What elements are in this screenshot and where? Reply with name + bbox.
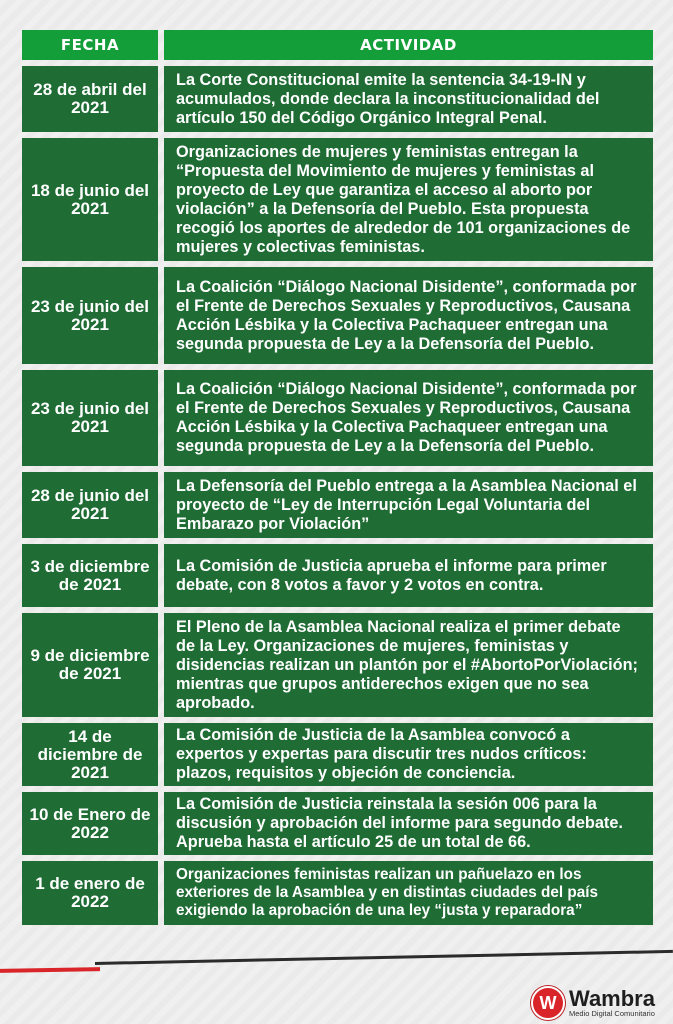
table-row — [22, 66, 653, 132]
row-date: 18 de junio del 2021 — [22, 138, 158, 261]
row-date: 28 de abril del 2021 — [22, 66, 158, 132]
logo-text — [569, 985, 655, 1018]
logo-name: Wambra — [569, 985, 655, 1011]
table-row — [22, 861, 653, 925]
wambra-logo — [531, 984, 666, 1022]
row-activity: La Coalición “Diálogo Nacional Disidente”, conformada por el Frente de Derechos Sexuales y Reproductivos, Causana Acción Lésbika y la Colectiva Pachaqueer entregan una segunda propuesta de Ley a la Defensoría del Pueblo. — [164, 267, 653, 364]
wambra-logo-icon: W — [531, 986, 565, 1020]
table-row — [22, 267, 653, 364]
table-row — [22, 370, 653, 466]
row-activity: La Comisión de Justicia de la Asamblea convocó a expertos y expertas para discutir tres nudos críticos: plazos, requisitos y objeción de conciencia. — [164, 723, 653, 786]
row-date: 1 de enero de 2022 — [22, 861, 158, 925]
row-date: 9 de diciembre de 2021 — [22, 613, 158, 717]
header-actividad: ACTIVIDAD — [164, 30, 653, 60]
table-row — [22, 723, 653, 786]
header-fecha: FECHA — [22, 30, 158, 60]
table-row — [22, 544, 653, 607]
row-date: 14 de diciembre de 2021 — [22, 723, 158, 786]
row-activity: La Coalición “Diálogo Nacional Disidente”, conformada por el Frente de Derechos Sexuales y Reproductivos, Causana Acción Lésbika y la Colectiva Pachaqueer entregan una segunda propuesta de Ley a la Defensoría del Pueblo. — [164, 370, 653, 466]
row-date: 23 de junio del 2021 — [22, 267, 158, 364]
row-activity: El Pleno de la Asamblea Nacional realiza el primer debate de la Ley. Organizaciones de mujeres, feministas y disidencias realizan un plantón por el #AbortoPorViolación; mientras que grupos antiderechos exigen que no sea aprobado. — [164, 613, 653, 717]
table-row — [22, 472, 653, 538]
logo-tagline: Medio Digital Comunitario — [569, 1008, 655, 1018]
table-row — [22, 613, 653, 717]
row-activity: Organizaciones feministas realizan un pañuelazo en los exteriores de la Asamblea y en distintas ciudades del país exigiendo la aprobación de una ley “justa y reparadora” — [164, 861, 653, 925]
row-date: 28 de junio del 2021 — [22, 472, 158, 538]
table-row — [22, 792, 653, 855]
row-activity: Organizaciones de mujeres y feministas entregan la “Propuesta del Movimiento de mujeres y feministas al proyecto de Ley que garantiza el acceso al aborto por violación” a la Defensoría del Pueblo. Esta propuesta recogió los aportes de alrededor de 101 organizaciones de mujeres y colectivas feministas. — [164, 138, 653, 261]
row-activity: La Comisión de Justicia reinstala la sesión 006 para la discusión y aprobación del informe para segundo debate. Aprueba hasta el artículo 25 de un total de 66. — [164, 792, 653, 855]
row-date: 3 de diciembre de 2021 — [22, 544, 158, 607]
table-row — [22, 138, 653, 261]
row-activity: La Corte Constitucional emite la sentencia 34-19-IN y acumulados, donde declara la inconstitucionalidad del artículo 150 del Código Orgánico Integral Penal. — [164, 66, 653, 132]
row-date: 10 de Enero de 2022 — [22, 792, 158, 855]
row-activity: La Defensoría del Pueblo entrega a la Asamblea Nacional el proyecto de “Ley de Interrupción Legal Voluntaria del Embarazo por Violación” — [164, 472, 653, 538]
row-activity: La Comisión de Justicia aprueba el informe para primer debate, con 8 votos a favor y 2 votos en contra. — [164, 544, 653, 607]
row-date: 23 de junio del 2021 — [22, 370, 158, 466]
timeline-table — [22, 30, 653, 931]
table-header — [22, 30, 653, 60]
